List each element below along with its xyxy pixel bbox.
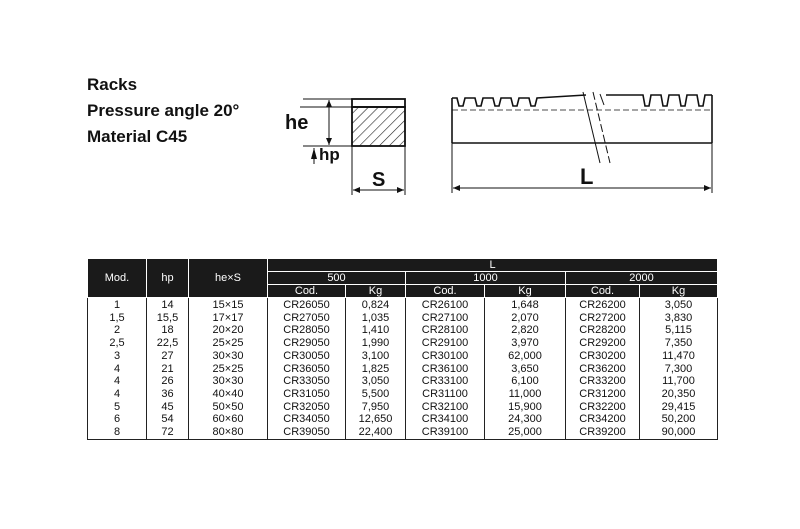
- rack-technical-drawing: [0, 0, 800, 250]
- cell-kg-1000: 2,820: [485, 324, 566, 337]
- cell-kg-1000: 3,970: [485, 337, 566, 350]
- cell-kg-500: 1,990: [346, 337, 406, 350]
- header-length: L: [268, 259, 718, 272]
- cell-kg-2000: 29,415: [640, 401, 718, 414]
- header-kg: Kg: [640, 285, 718, 298]
- cell-he-x-s: 30×30: [189, 375, 268, 388]
- header-he-x-s: he×S: [189, 259, 268, 298]
- cell-hp: 18: [147, 324, 189, 337]
- table-row: [88, 413, 718, 426]
- title-racks: Racks: [87, 75, 138, 94]
- cell-cod-500: CR31050: [268, 388, 346, 401]
- cell-he-x-s: 20×20: [189, 324, 268, 337]
- table-row: [88, 324, 718, 337]
- cell-cod-2000: CR32200: [566, 401, 640, 414]
- header-kg: Kg: [485, 285, 566, 298]
- label-hp: hp: [319, 145, 340, 164]
- cell-cod-1000: CR28100: [406, 324, 485, 337]
- table-header: [88, 259, 718, 298]
- cell-cod-2000: CR27200: [566, 312, 640, 325]
- cell-cod-1000: CR36100: [406, 363, 485, 376]
- cell-he-x-s: 40×40: [189, 388, 268, 401]
- table-row: [88, 375, 718, 388]
- cell-kg-2000: 20,350: [640, 388, 718, 401]
- cell-kg-500: 3,050: [346, 375, 406, 388]
- cell-cod-1000: CR39100: [406, 426, 485, 439]
- cell-mod: 1,5: [88, 312, 147, 325]
- table-row: [88, 350, 718, 363]
- cell-kg-1000: 2,070: [485, 312, 566, 325]
- label-s: S: [372, 169, 386, 191]
- cell-cod-1000: CR33100: [406, 375, 485, 388]
- cell-cod-2000: CR33200: [566, 375, 640, 388]
- cell-mod: 2: [88, 324, 147, 337]
- header-length-2000: 2000: [566, 272, 718, 285]
- cell-hp: 45: [147, 401, 189, 414]
- cell-cod-1000: CR30100: [406, 350, 485, 363]
- label-l: L: [580, 164, 594, 189]
- cell-hp: 72: [147, 426, 189, 439]
- label-he: he: [285, 112, 309, 134]
- header-kg: Kg: [346, 285, 406, 298]
- cell-kg-2000: 7,300: [640, 363, 718, 376]
- cell-mod: 8: [88, 426, 147, 439]
- cell-cod-1000: CR29100: [406, 337, 485, 350]
- cell-kg-2000: 90,000: [640, 426, 718, 439]
- cell-cod-500: CR33050: [268, 375, 346, 388]
- header-hp: hp: [147, 259, 189, 298]
- cell-kg-2000: 3,050: [640, 298, 718, 312]
- cell-kg-2000: 5,115: [640, 324, 718, 337]
- cell-cod-500: CR39050: [268, 426, 346, 439]
- rack-spec-table: [87, 258, 718, 440]
- cell-he-x-s: 30×30: [189, 350, 268, 363]
- cell-kg-500: 1,035: [346, 312, 406, 325]
- cell-cod-1000: CR31100: [406, 388, 485, 401]
- cell-he-x-s: 17×17: [189, 312, 268, 325]
- cell-kg-1000: 15,900: [485, 401, 566, 414]
- header-mod: Mod.: [88, 259, 147, 298]
- cell-he-x-s: 15×15: [189, 298, 268, 312]
- cell-cod-500: CR32050: [268, 401, 346, 414]
- cell-kg-500: 3,100: [346, 350, 406, 363]
- cell-he-x-s: 60×60: [189, 413, 268, 426]
- cell-cod-2000: CR39200: [566, 426, 640, 439]
- header-length-500: 500: [268, 272, 406, 285]
- table-row: [88, 363, 718, 376]
- header-cod: Cod.: [566, 285, 640, 298]
- cell-cod-2000: CR29200: [566, 337, 640, 350]
- cell-cod-2000: CR36200: [566, 363, 640, 376]
- cell-kg-2000: 50,200: [640, 413, 718, 426]
- cell-mod: 6: [88, 413, 147, 426]
- cell-hp: 14: [147, 298, 189, 312]
- cell-cod-500: CR36050: [268, 363, 346, 376]
- cell-kg-1000: 11,000: [485, 388, 566, 401]
- cell-mod: 1: [88, 298, 147, 312]
- table-row: [88, 298, 718, 312]
- cell-cod-500: CR28050: [268, 324, 346, 337]
- cell-cod-2000: CR30200: [566, 350, 640, 363]
- table-row: [88, 312, 718, 325]
- cell-mod: 5: [88, 401, 147, 414]
- cell-kg-2000: 3,830: [640, 312, 718, 325]
- cell-hp: 22,5: [147, 337, 189, 350]
- cell-he-x-s: 25×25: [189, 363, 268, 376]
- table-row: [88, 337, 718, 350]
- cell-kg-500: 1,410: [346, 324, 406, 337]
- title-material: Material C45: [87, 127, 188, 146]
- cell-kg-2000: 7,350: [640, 337, 718, 350]
- cell-cod-2000: CR31200: [566, 388, 640, 401]
- cell-kg-1000: 24,300: [485, 413, 566, 426]
- cell-hp: 54: [147, 413, 189, 426]
- cell-cod-500: CR30050: [268, 350, 346, 363]
- cell-kg-500: 1,825: [346, 363, 406, 376]
- cell-cod-1000: CR27100: [406, 312, 485, 325]
- cell-cod-1000: CR34100: [406, 413, 485, 426]
- cell-he-x-s: 25×25: [189, 337, 268, 350]
- cell-kg-500: 12,650: [346, 413, 406, 426]
- cell-kg-1000: 1,648: [485, 298, 566, 312]
- cell-kg-500: 7,950: [346, 401, 406, 414]
- cross-section-view: [300, 99, 405, 195]
- cell-cod-500: CR27050: [268, 312, 346, 325]
- cell-he-x-s: 50×50: [189, 401, 268, 414]
- cell-kg-1000: 62,000: [485, 350, 566, 363]
- table-row: [88, 426, 718, 439]
- cell-cod-500: CR34050: [268, 413, 346, 426]
- cell-kg-2000: 11,470: [640, 350, 718, 363]
- cell-hp: 21: [147, 363, 189, 376]
- cell-he-x-s: 80×80: [189, 426, 268, 439]
- cell-cod-2000: CR28200: [566, 324, 640, 337]
- title-pressure-angle: Pressure angle 20°: [87, 101, 240, 120]
- cell-kg-1000: 3,650: [485, 363, 566, 376]
- table-row: [88, 388, 718, 401]
- cell-cod-1000: CR26100: [406, 298, 485, 312]
- cell-cod-2000: CR26200: [566, 298, 640, 312]
- table-body: [88, 298, 718, 440]
- cell-hp: 15,5: [147, 312, 189, 325]
- cell-mod: 3: [88, 350, 147, 363]
- cell-hp: 26: [147, 375, 189, 388]
- cell-cod-500: CR26050: [268, 298, 346, 312]
- cell-mod: 4: [88, 363, 147, 376]
- cell-kg-500: 5,500: [346, 388, 406, 401]
- header-cod: Cod.: [268, 285, 346, 298]
- cell-cod-2000: CR34200: [566, 413, 640, 426]
- header-cod: Cod.: [406, 285, 485, 298]
- cell-kg-1000: 25,000: [485, 426, 566, 439]
- cell-mod: 4: [88, 375, 147, 388]
- cell-mod: 4: [88, 388, 147, 401]
- cell-kg-500: 0,824: [346, 298, 406, 312]
- cell-hp: 27: [147, 350, 189, 363]
- table-row: [88, 401, 718, 414]
- cell-cod-1000: CR32100: [406, 401, 485, 414]
- cell-hp: 36: [147, 388, 189, 401]
- cell-kg-500: 22,400: [346, 426, 406, 439]
- cell-mod: 2,5: [88, 337, 147, 350]
- cell-kg-2000: 11,700: [640, 375, 718, 388]
- cell-kg-1000: 6,100: [485, 375, 566, 388]
- cell-cod-500: CR29050: [268, 337, 346, 350]
- header-length-1000: 1000: [406, 272, 566, 285]
